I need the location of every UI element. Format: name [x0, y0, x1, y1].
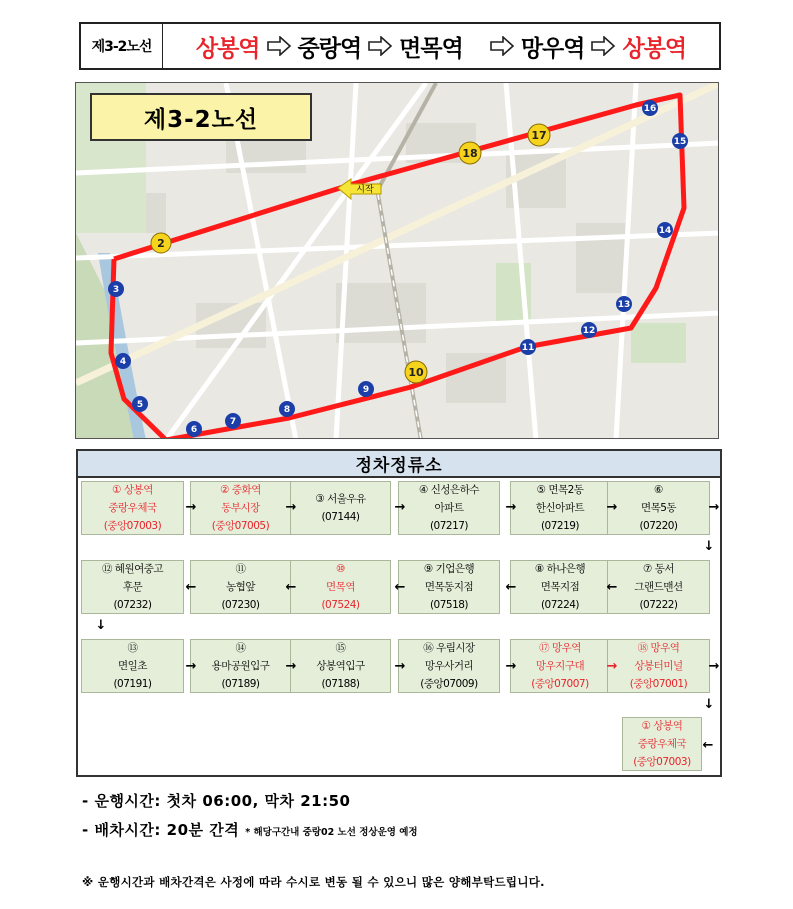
svg-text:2: 2 [157, 237, 165, 250]
svg-text:9: 9 [362, 385, 370, 395]
stop-code: (07224) [540, 599, 580, 611]
stop-cell[interactable] [290, 481, 391, 535]
right-arrow-icon: → [185, 658, 197, 674]
stop-subname: 용마공원입구 [211, 660, 270, 672]
stop-code: (중앙07007) [531, 678, 589, 690]
stop-code: (07230) [221, 599, 260, 611]
svg-text:6: 6 [190, 425, 198, 435]
stop-code: (07518) [429, 599, 469, 611]
right-arrow-icon [266, 36, 292, 56]
stop-subname: 면목지점 [540, 581, 580, 593]
stop-name: ⑥ [654, 484, 663, 496]
stop-cell[interactable] [81, 560, 184, 614]
stop-cell[interactable] [190, 560, 291, 614]
route-stop-4: 망우역 [520, 35, 585, 62]
stop-subname: 망우지구대 [535, 660, 585, 672]
stop-cell[interactable] [190, 481, 291, 535]
svg-text:13: 13 [617, 300, 631, 310]
stop-subname: 후문 [122, 581, 143, 593]
stop-code: (중앙07009) [420, 678, 478, 690]
left-arrow-icon: ← [606, 579, 618, 595]
stop-subname: 그랜드맨션 [634, 581, 683, 593]
stop-code: (07220) [639, 520, 678, 532]
stop-cell[interactable] [398, 560, 500, 614]
stop-name: ⑪ [235, 563, 246, 575]
stop-name: ⑰ 망우역 [539, 642, 581, 654]
right-arrow-icon: → [708, 499, 720, 515]
right-arrow-icon: → [394, 658, 406, 674]
right-arrow-icon: → [394, 499, 406, 515]
svg-text:16: 16 [643, 104, 657, 114]
right-arrow-icon: → [606, 658, 618, 674]
stop-subname: 한신아파트 [535, 502, 585, 514]
route-stop-3: 면목역 [399, 35, 463, 62]
stop-marker-2[interactable] [151, 233, 171, 253]
stops-title: 정차정류소 [76, 449, 722, 478]
route-map[interactable] [75, 82, 719, 439]
stop-name: ⑤ 면목2동 [536, 484, 584, 496]
stop-code: (07217) [429, 520, 469, 532]
stop-name: ① 상봉역 [112, 484, 153, 496]
stop-cell[interactable] [190, 639, 291, 693]
stop-code: (07524) [321, 599, 360, 611]
interval-note: - 배차시간: 20분 간격 * 해당구간내 중랑02 노선 정상운영 예정 [82, 821, 418, 839]
stop-name: ⑧ 하나은행 [534, 563, 586, 575]
stop-subname: 면목5동 [640, 502, 677, 514]
stop-code: (07219) [540, 520, 580, 532]
stop-name: ③ 서울우유 [315, 493, 366, 505]
stop-marker-8[interactable] [279, 401, 295, 417]
stop-name: ⑫ 혜원여중고 [101, 563, 164, 575]
stop-marker-16[interactable] [642, 100, 658, 116]
stop-marker-11[interactable] [520, 339, 536, 355]
svg-text:12: 12 [582, 326, 596, 336]
left-arrow-icon: ← [285, 579, 297, 595]
stop-marker-14[interactable] [657, 222, 673, 238]
right-arrow-icon: → [505, 499, 517, 515]
right-arrow-icon: → [285, 499, 297, 515]
hours-note: - 운행시간: 첫차 06:00, 막차 21:50 [82, 792, 351, 810]
stop-code: (07232) [113, 599, 152, 611]
stop-name: ⑦ 동서 [642, 563, 675, 575]
right-arrow-icon [367, 36, 393, 56]
down-arrow-icon: ↓ [703, 538, 715, 554]
map-title: 제3-2노선 [90, 93, 312, 141]
stop-marker-4[interactable] [115, 353, 131, 369]
left-arrow-icon: ← [505, 579, 517, 595]
route-sequence [163, 30, 719, 63]
stop-subname: 면일초 [118, 660, 147, 672]
stop-cell[interactable] [398, 639, 500, 693]
stop-cell[interactable] [510, 560, 610, 614]
svg-text:14: 14 [658, 226, 672, 236]
stop-marker-18[interactable] [459, 142, 481, 164]
svg-text:18: 18 [462, 147, 478, 160]
stop-marker-7[interactable] [225, 413, 241, 429]
stop-cell[interactable] [290, 560, 391, 614]
stop-subname: 중랑우체국 [108, 502, 157, 514]
stop-name: ⑬ [127, 642, 138, 654]
stop-cell[interactable] [607, 639, 710, 693]
stop-marker-5[interactable] [132, 396, 148, 412]
stop-marker-6[interactable] [186, 421, 202, 437]
right-arrow-icon: → [505, 658, 517, 674]
stop-code: (07191) [113, 678, 152, 690]
stop-name: ⑩ [336, 563, 345, 575]
stop-code: (중앙07003) [103, 520, 162, 532]
stop-cell[interactable] [81, 639, 184, 693]
stop-cell[interactable] [607, 560, 710, 614]
stop-marker-13[interactable] [616, 296, 632, 312]
stop-cell[interactable] [622, 717, 702, 771]
stop-code: (중앙07003) [633, 756, 691, 768]
stop-marker-3[interactable] [108, 281, 124, 297]
svg-text:시작: 시작 [356, 185, 374, 195]
stop-cell[interactable] [607, 481, 710, 535]
stop-code: (07144) [321, 511, 360, 523]
stop-name: ② 중화역 [220, 484, 261, 496]
stop-subname: 면목동지점 [424, 581, 474, 593]
svg-text:17: 17 [531, 129, 547, 142]
stop-name: ⑱ 망우역 [637, 642, 680, 654]
stop-subname: 아파트 [434, 502, 464, 514]
stop-name: ⑯ 우림시장 [423, 642, 475, 654]
route-stop-1: 상봉역 [195, 35, 260, 62]
down-arrow-icon: ↓ [95, 617, 107, 633]
stop-marker-17[interactable] [528, 124, 550, 146]
notice: ※ 운행시간과 배차간격은 사정에 따라 수시로 변동 될 수 있으니 많은 양해부탁드립니다. [82, 875, 545, 889]
svg-text:8: 8 [283, 405, 291, 415]
stop-subname: 동부시장 [221, 502, 260, 514]
stop-name: ⑭ [235, 642, 246, 654]
left-arrow-icon: ← [702, 737, 714, 753]
right-arrow-icon: → [606, 499, 618, 515]
route-header [79, 22, 721, 70]
stop-marker-10[interactable] [405, 361, 427, 383]
stop-name: ① 상봉역 [641, 720, 683, 732]
svg-text:15: 15 [673, 137, 687, 147]
left-arrow-icon: ← [185, 579, 197, 595]
svg-text:10: 10 [408, 366, 424, 379]
stop-cell[interactable] [510, 481, 610, 535]
stop-subname: 상봉터미널 [634, 660, 683, 672]
stop-code: (중앙07005) [211, 520, 270, 532]
route-stop-5: 상봉역 [622, 35, 687, 62]
down-arrow-icon: ↓ [703, 696, 715, 712]
right-arrow-icon [590, 36, 616, 56]
right-arrow-icon [489, 36, 515, 56]
stop-subname: 망우사거리 [424, 660, 474, 672]
stop-name: ⑨ 기업은행 [423, 563, 475, 575]
stop-code: (07222) [639, 599, 678, 611]
svg-text:5: 5 [136, 400, 144, 410]
interval-footnote: * 해당구간내 중랑02 노선 정상운영 예정 [245, 827, 418, 838]
stop-cell[interactable] [81, 481, 184, 535]
stop-marker-12[interactable] [581, 322, 597, 338]
left-arrow-icon: ← [394, 579, 406, 595]
stop-marker-15[interactable] [672, 133, 688, 149]
stop-name: ④ 신성은하수 [419, 484, 479, 496]
stop-cell[interactable] [398, 481, 500, 535]
stop-code: (07189) [221, 678, 260, 690]
svg-text:4: 4 [119, 357, 127, 367]
svg-text:7: 7 [229, 417, 237, 427]
stop-subname: 면목역 [326, 581, 355, 593]
stop-code: (07188) [321, 678, 360, 690]
stop-subname: 농협앞 [226, 581, 255, 593]
stop-marker-9[interactable] [358, 381, 374, 397]
stop-name: ⑮ [335, 642, 346, 654]
stop-subname: 상봉역입구 [316, 660, 365, 672]
stop-cell[interactable] [510, 639, 610, 693]
right-arrow-icon: → [708, 658, 720, 674]
stop-cell[interactable] [290, 639, 391, 693]
right-arrow-icon: → [185, 499, 197, 515]
stop-subname: 중랑우체국 [637, 738, 687, 750]
route-id: 제3-2노선 [81, 24, 163, 68]
right-arrow-icon: → [285, 658, 297, 674]
stop-code: (중앙07001) [629, 678, 688, 690]
svg-text:3: 3 [112, 285, 120, 295]
route-stop-2: 중랑역 [297, 35, 362, 62]
svg-text:11: 11 [521, 343, 535, 353]
